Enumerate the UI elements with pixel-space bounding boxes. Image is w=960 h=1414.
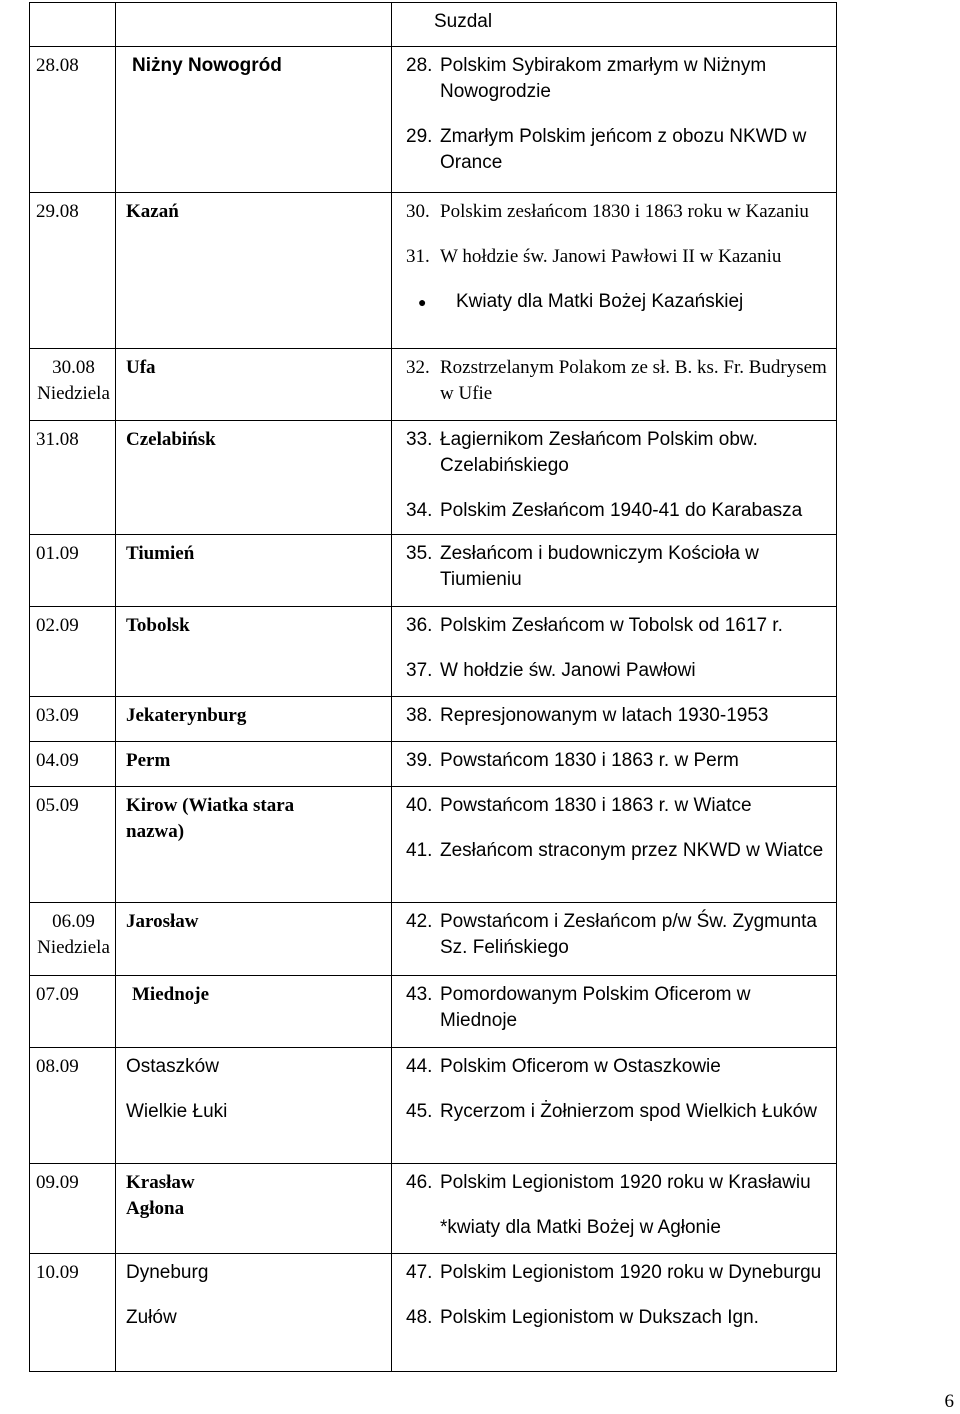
dedication-text: Łagiernikom Zesłańcom Polskim obw. Czelabińskiego [440, 429, 758, 476]
place: Perm [126, 750, 171, 771]
table-row [30, 976, 837, 1048]
date-cell [30, 47, 116, 193]
date: 03.09 [36, 705, 79, 726]
dedication-cell [392, 349, 837, 421]
item-number: 29. [406, 126, 433, 147]
date: 08.09 [36, 1056, 79, 1077]
date-cell [30, 349, 116, 421]
dedication-text: W hołdzie św. Janowi Pawłowi II w Kazaniu [440, 246, 782, 267]
dedication-text: Rozstrzelanym Polakom ze sł. B. ks. Fr. Budrysem w Ufie [440, 357, 827, 404]
dedication-cell [392, 193, 837, 349]
dedication-cell [392, 742, 837, 787]
bullet-icon: ● [418, 294, 427, 310]
date-cell [30, 3, 116, 47]
dedication-text: Represjonowanym w latach 1930-1953 [440, 705, 769, 726]
dedication-text: Polskim Legionistom w Dukszach Ign. [440, 1307, 759, 1328]
table-row [30, 193, 837, 349]
table-row [30, 3, 837, 47]
place-cell [116, 535, 392, 607]
dedication-text: Polskim Zesłańcom w Tobolsk od 1617 r. [440, 615, 783, 636]
place-cell [116, 3, 392, 47]
dedication-cell [392, 976, 837, 1048]
item-number: 36. [406, 615, 433, 636]
table-row [30, 697, 837, 742]
dedication-text: Powstańcom 1830 i 1863 r. w Wiatce [440, 795, 752, 816]
date-cell [30, 1164, 116, 1254]
date: 05.09 [36, 795, 79, 816]
date: 07.09 [36, 984, 79, 1005]
place: Czelabińsk [126, 429, 216, 450]
date: 30.08 [52, 357, 95, 378]
place-cell [116, 976, 392, 1048]
place: Kirow (Wiatka stara nazwa) [126, 795, 295, 842]
place-cell [116, 1254, 392, 1372]
item-number: 42. [406, 911, 433, 932]
item-number: 38. [406, 705, 433, 726]
page-number: 6 [944, 1391, 954, 1412]
table-row [30, 421, 837, 535]
weekday: Niedziela [37, 383, 110, 404]
table-row [30, 349, 837, 421]
dedication-text: Pomordowanym Polskim Oficerom w Miednoje [440, 984, 751, 1031]
table-row [30, 47, 837, 193]
date-cell [30, 787, 116, 903]
dedication-text: Suzdal [434, 11, 493, 32]
table-row [30, 903, 837, 976]
item-number: 48. [406, 1307, 433, 1328]
dedication-cell [392, 1048, 837, 1164]
place-cell [116, 607, 392, 697]
place: Ufa [126, 357, 156, 378]
bullet-item [398, 289, 830, 315]
place-cell [116, 1048, 392, 1164]
dedication-cell [392, 535, 837, 607]
dedication-cell [392, 903, 837, 976]
table-row [30, 607, 837, 697]
item-number: 35. [406, 543, 433, 564]
date: 09.09 [36, 1172, 79, 1193]
item-number: 28. [406, 55, 433, 76]
dedication-text: Zmarłym Polskim jeńcom z obozu NKWD w Orance [440, 126, 807, 173]
date-cell [30, 976, 116, 1048]
place-cell [116, 193, 392, 349]
place-cell [116, 787, 392, 903]
place-cell [116, 697, 392, 742]
place: Zułów [126, 1307, 177, 1328]
item-number: 40. [406, 795, 433, 816]
place-cell [116, 349, 392, 421]
bullet-text: Kwiaty dla Matki Bożej Kazańskiej [456, 291, 744, 312]
item-number: 31. [406, 246, 430, 267]
place: Tiumień [126, 543, 195, 564]
date-cell [30, 903, 116, 976]
place: Tobolsk [126, 615, 190, 636]
dedication-cell [392, 421, 837, 535]
date-cell [30, 607, 116, 697]
place: Wielkie Łuki [126, 1101, 228, 1122]
dedication-text: Polskim Zesłańcom 1940-41 do Karabasza [440, 500, 803, 521]
date-cell [30, 535, 116, 607]
table-row [30, 742, 837, 787]
dedication-text: Polskim Legionistom 1920 roku w Dyneburgu [440, 1262, 822, 1283]
place-cell [116, 903, 392, 976]
date-cell [30, 1048, 116, 1164]
dedication-cell [392, 607, 837, 697]
item-number: 34. [406, 500, 433, 521]
date-cell [30, 193, 116, 349]
item-number: 30. [406, 201, 430, 222]
date: 28.08 [36, 55, 79, 76]
dedication-text: Powstańcom i Zesłańcom p/w Św. Zygmunta Sz. Felińskiego [440, 911, 817, 958]
table-row [30, 787, 837, 903]
date-cell [30, 421, 116, 535]
dedication-text: Zesłańcom i budowniczym Kościoła w Tiumieniu [440, 543, 759, 590]
date-cell [30, 697, 116, 742]
item-number: 43. [406, 984, 433, 1005]
item-number: 41. [406, 840, 433, 861]
place-cell [116, 742, 392, 787]
item-number: 46. [406, 1172, 433, 1193]
note-text: *kwiaty dla Matki Bożej w Agłonie [440, 1217, 721, 1238]
dedication-cell [392, 697, 837, 742]
place: Niżny Nowogród [132, 55, 282, 76]
item-number: 45. [406, 1101, 433, 1122]
item-number: 32. [406, 357, 430, 378]
table-row [30, 1048, 837, 1164]
date: 06.09 [52, 911, 95, 932]
dedication-text: W hołdzie św. Janowi Pawłowi [440, 660, 696, 681]
dedication-text: Polskim Legionistom 1920 roku w Krasławiu [440, 1172, 811, 1193]
dedication-cell [392, 787, 837, 903]
item-number: 37. [406, 660, 433, 681]
weekday: Niedziela [37, 937, 110, 958]
date: 04.09 [36, 750, 79, 771]
place: Ostaszków [126, 1056, 219, 1077]
table-row [30, 1254, 837, 1372]
place: Dyneburg [126, 1262, 209, 1283]
item-number: 47. [406, 1262, 433, 1283]
dedication-text: Zesłańcom straconym przez NKWD w Wiatce [440, 840, 824, 861]
place: Krasław Agłona [126, 1172, 195, 1219]
dedication-text: Rycerzom i Żołnierzom spod Wielkich Łuków [440, 1101, 817, 1122]
dedication-cell [392, 3, 837, 47]
table-row [30, 535, 837, 607]
date: 29.08 [36, 201, 79, 222]
date: 31.08 [36, 429, 79, 450]
dedication-text: Polskim Sybirakom zmarłym w Niżnym Nowogrodzie [440, 55, 767, 102]
dedication-text: Powstańcom 1830 i 1863 r. w Perm [440, 750, 739, 771]
dedication-cell [392, 47, 837, 193]
dedication-text: Polskim Oficerom w Ostaszkowie [440, 1056, 721, 1077]
dedication-text: Polskim zesłańcom 1830 i 1863 roku w Kazaniu [440, 201, 809, 222]
dedication-cell [392, 1164, 837, 1254]
place: Kazań [126, 201, 179, 222]
date: 01.09 [36, 543, 79, 564]
place: Jekaterynburg [126, 705, 247, 726]
item-number: 33. [406, 429, 433, 450]
place-cell [116, 1164, 392, 1254]
place-cell [116, 421, 392, 535]
dedication-cell [392, 1254, 837, 1372]
date: 02.09 [36, 615, 79, 636]
itinerary-table [29, 2, 837, 1372]
place: Jarosław [126, 911, 199, 932]
item-number: 39. [406, 750, 433, 771]
table-row [30, 1164, 837, 1254]
date-cell [30, 742, 116, 787]
date-cell [30, 1254, 116, 1372]
date: 10.09 [36, 1262, 79, 1283]
item-number: 44. [406, 1056, 433, 1077]
place: Miednoje [132, 984, 210, 1005]
place-cell [116, 47, 392, 193]
